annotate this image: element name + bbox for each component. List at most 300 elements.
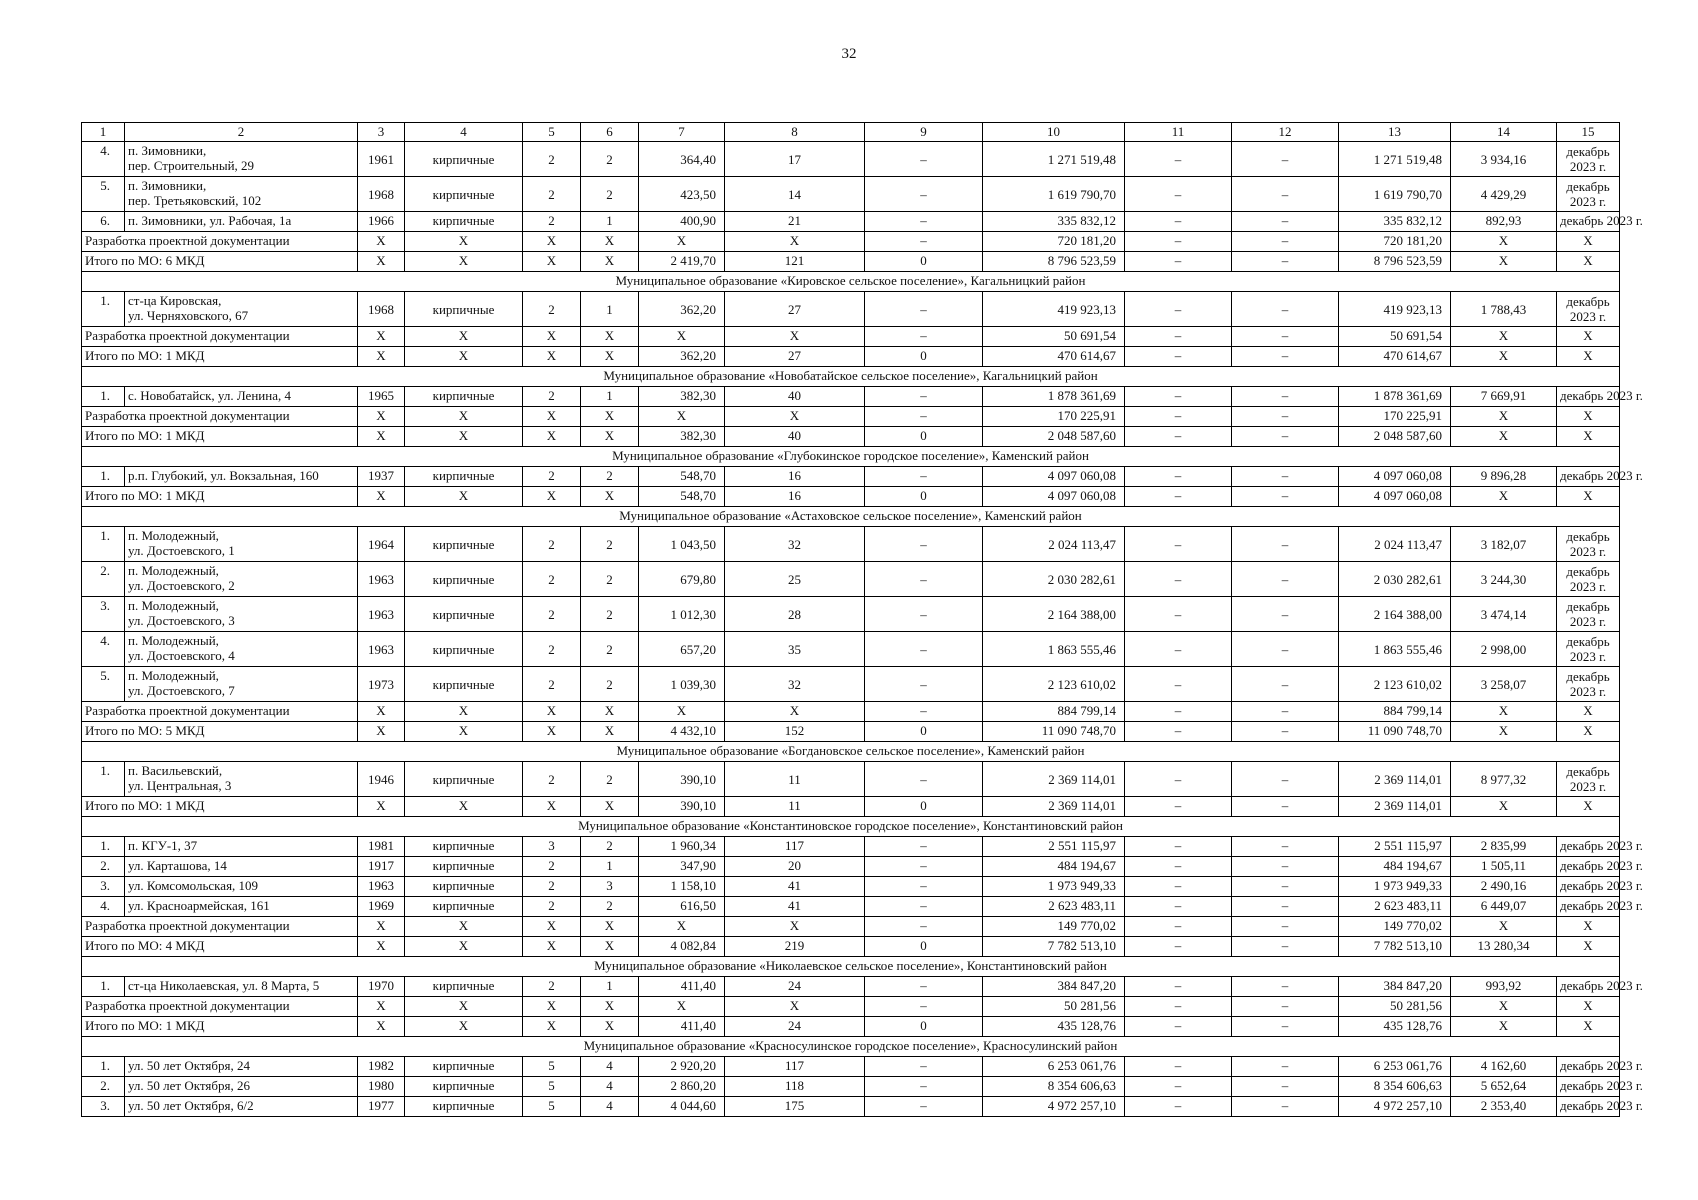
table-cell: 362,20 <box>639 347 725 367</box>
table-cell: X <box>523 347 581 367</box>
table-cell: X <box>725 702 865 722</box>
page-number: 32 <box>841 46 857 62</box>
table-cell: – <box>1125 177 1232 212</box>
row-number: 4. <box>82 142 125 177</box>
table-cell: X <box>1557 347 1620 367</box>
table-cell: кирпичные <box>405 142 523 177</box>
table-cell: 175 <box>725 1097 865 1117</box>
row-number: 4. <box>82 632 125 667</box>
table-cell: X <box>405 252 523 272</box>
column-number-row <box>82 123 1620 142</box>
table-cell: 2 <box>523 897 581 917</box>
table-cell: 16 <box>725 487 865 507</box>
table-cell: X <box>405 347 523 367</box>
column-number: 10 <box>983 123 1125 142</box>
table-cell: 2 <box>523 977 581 997</box>
table-cell: 4 082,84 <box>639 937 725 957</box>
table-cell: 1977 <box>358 1097 405 1117</box>
table-cell: – <box>1125 977 1232 997</box>
summary-label: Итого по МО: 6 МКД <box>82 252 358 272</box>
table-cell: X <box>1451 1017 1557 1037</box>
table-cell: X <box>639 997 725 1017</box>
table-cell: 149 770,02 <box>1339 917 1451 937</box>
table-cell: 2 <box>523 857 581 877</box>
column-number: 8 <box>725 123 865 142</box>
table-cell: – <box>865 467 983 487</box>
table-cell: 6 253 061,76 <box>1339 1057 1451 1077</box>
table-cell: 0 <box>865 937 983 957</box>
table-cell: 2 <box>581 142 639 177</box>
table-cell: – <box>1125 327 1232 347</box>
table-cell: 2 998,00 <box>1451 632 1557 667</box>
address-cell: п. Молодежный, ул. Достоевского, 4 <box>125 632 358 667</box>
table-cell: X <box>405 917 523 937</box>
address-cell: п. Молодежный, ул. Достоевского, 1 <box>125 527 358 562</box>
table-cell: 25 <box>725 562 865 597</box>
table-cell: – <box>1125 1077 1232 1097</box>
table-cell: – <box>865 1097 983 1117</box>
table-cell: – <box>1125 252 1232 272</box>
table-cell: декабрь 2023 г. <box>1557 212 1620 232</box>
table-cell: – <box>1232 797 1339 817</box>
table-cell: X <box>405 487 523 507</box>
table-cell: 13 280,34 <box>1451 937 1557 957</box>
table-cell: 41 <box>725 877 865 897</box>
capital-repair-table <box>81 122 1643 1117</box>
table-cell: – <box>1232 252 1339 272</box>
summary-row <box>82 917 1620 937</box>
section-row <box>82 817 1620 837</box>
table-cell: – <box>1125 347 1232 367</box>
summary-row <box>82 327 1620 347</box>
address-cell: п. Зимовники, пер. Третьяковский, 102 <box>125 177 358 212</box>
table-cell: 616,50 <box>639 897 725 917</box>
table-cell: 0 <box>865 797 983 817</box>
table-cell: декабрь 2023 г. <box>1557 857 1620 877</box>
table-row <box>82 762 1620 797</box>
table-cell: – <box>865 562 983 597</box>
table-cell: 1966 <box>358 212 405 232</box>
table-cell: – <box>1232 917 1339 937</box>
table-cell: X <box>1557 937 1620 957</box>
table-cell: X <box>725 997 865 1017</box>
summary-label: Итого по МО: 1 МКД <box>82 427 358 447</box>
summary-row <box>82 232 1620 252</box>
table-cell: X <box>1557 407 1620 427</box>
table-cell: X <box>1451 702 1557 722</box>
table-row <box>82 212 1620 232</box>
table-cell: X <box>639 917 725 937</box>
table-cell: X <box>523 937 581 957</box>
table-cell: X <box>358 797 405 817</box>
table-cell: – <box>1125 1057 1232 1077</box>
table-cell: 121 <box>725 252 865 272</box>
column-number: 12 <box>1232 123 1339 142</box>
table-cell: 892,93 <box>1451 212 1557 232</box>
table-cell: X <box>1557 722 1620 742</box>
table-cell: X <box>358 427 405 447</box>
table-cell: 993,92 <box>1451 977 1557 997</box>
address-cell: ст-ца Кировская, ул. Черняховского, 67 <box>125 292 358 327</box>
table-cell: 1963 <box>358 877 405 897</box>
table-cell: 17 <box>725 142 865 177</box>
column-number: 3 <box>358 123 405 142</box>
table-cell: – <box>865 857 983 877</box>
table-cell: 1 973 949,33 <box>1339 877 1451 897</box>
table-cell: – <box>1232 702 1339 722</box>
table-cell: X <box>405 997 523 1017</box>
table-cell: 50 281,56 <box>1339 997 1451 1017</box>
address-cell: п. Молодежный, ул. Достоевского, 3 <box>125 597 358 632</box>
table-cell: – <box>1232 857 1339 877</box>
table-row <box>82 877 1620 897</box>
table-cell: X <box>725 327 865 347</box>
table-cell: – <box>1232 997 1339 1017</box>
table-cell: – <box>1232 407 1339 427</box>
table-cell: 1968 <box>358 177 405 212</box>
table-cell: X <box>1451 722 1557 742</box>
table-cell: X <box>1557 1017 1620 1037</box>
table-cell: декабрь 2023 г. <box>1557 467 1620 487</box>
table-cell: X <box>405 1017 523 1037</box>
column-number: 7 <box>639 123 725 142</box>
table-cell: 484 194,67 <box>1339 857 1451 877</box>
table-cell: X <box>725 232 865 252</box>
table-cell: декабрь 2023 г. <box>1557 292 1620 327</box>
table-cell: – <box>865 877 983 897</box>
table-cell: X <box>581 722 639 742</box>
table-row <box>82 142 1620 177</box>
table-cell: 170 225,91 <box>1339 407 1451 427</box>
table-cell: 657,20 <box>639 632 725 667</box>
table-cell: X <box>405 722 523 742</box>
table-cell: – <box>1125 667 1232 702</box>
table-cell: 14 <box>725 177 865 212</box>
table-row <box>82 292 1620 327</box>
summary-label: Итого по МО: 4 МКД <box>82 937 358 957</box>
table-row <box>82 1057 1620 1077</box>
table-cell: 2 048 587,60 <box>1339 427 1451 447</box>
table-cell: – <box>1232 467 1339 487</box>
section-row <box>82 507 1620 527</box>
table-cell: X <box>639 702 725 722</box>
table-cell: X <box>523 797 581 817</box>
table-cell: X <box>581 347 639 367</box>
table-cell: 419 923,13 <box>1339 292 1451 327</box>
table-cell: – <box>1125 632 1232 667</box>
table-cell: 4 162,60 <box>1451 1057 1557 1077</box>
table-cell: 1 271 519,48 <box>1339 142 1451 177</box>
table-cell: 24 <box>725 977 865 997</box>
table-cell: – <box>1125 837 1232 857</box>
table-cell: X <box>581 937 639 957</box>
table-cell: 435 128,76 <box>983 1017 1125 1037</box>
table-cell: X <box>523 997 581 1017</box>
table-cell: 1 878 361,69 <box>1339 387 1451 407</box>
table-cell: X <box>523 722 581 742</box>
table-cell: декабрь 2023 г. <box>1557 897 1620 917</box>
column-number: 4 <box>405 123 523 142</box>
address-cell: ул. Красноармейская, 161 <box>125 897 358 917</box>
table-cell: X <box>358 1017 405 1037</box>
table-cell: X <box>1557 997 1620 1017</box>
table-cell: – <box>1232 527 1339 562</box>
column-number: 1 <box>82 123 125 142</box>
table-cell: X <box>358 997 405 1017</box>
table-cell: 1917 <box>358 857 405 877</box>
table-cell: – <box>865 177 983 212</box>
table-cell: 4 044,60 <box>639 1097 725 1117</box>
table-cell: 2 <box>581 837 639 857</box>
table-cell: X <box>581 997 639 1017</box>
table-cell: 11 090 748,70 <box>983 722 1125 742</box>
table-cell: X <box>1451 917 1557 937</box>
table-cell: 1 <box>581 292 639 327</box>
table-cell: X <box>405 407 523 427</box>
table-cell: X <box>581 327 639 347</box>
table-cell: 1946 <box>358 762 405 797</box>
table-cell: 2 <box>581 467 639 487</box>
table-cell: 335 832,12 <box>983 212 1125 232</box>
table-cell: 1937 <box>358 467 405 487</box>
table-cell: X <box>405 327 523 347</box>
table-cell: 411,40 <box>639 1017 725 1037</box>
table-cell: 170 225,91 <box>983 407 1125 427</box>
summary-row <box>82 407 1620 427</box>
table-cell: – <box>865 387 983 407</box>
table-cell: 2 835,99 <box>1451 837 1557 857</box>
table-cell: 1965 <box>358 387 405 407</box>
table-cell: – <box>1125 702 1232 722</box>
table-cell: 1 043,50 <box>639 527 725 562</box>
column-number: 5 <box>523 123 581 142</box>
table-cell: 2 <box>523 762 581 797</box>
table-cell: – <box>1125 562 1232 597</box>
address-cell: п. Зимовники, пер. Строительный, 29 <box>125 142 358 177</box>
table-cell: 2 024 113,47 <box>983 527 1125 562</box>
table-cell: 9 896,28 <box>1451 467 1557 487</box>
section-row <box>82 272 1620 292</box>
table-cell: 2 369 114,01 <box>1339 797 1451 817</box>
table-cell: 382,30 <box>639 427 725 447</box>
table-cell: X <box>1557 252 1620 272</box>
table-cell: 5 652,64 <box>1451 1077 1557 1097</box>
table-cell: 8 354 606,63 <box>983 1077 1125 1097</box>
table-cell: – <box>1125 387 1232 407</box>
table-cell: – <box>865 702 983 722</box>
table-cell: 384 847,20 <box>983 977 1125 997</box>
table-cell: – <box>1232 1077 1339 1097</box>
table-cell: 2 <box>523 667 581 702</box>
table-cell: X <box>358 407 405 427</box>
table-cell: 411,40 <box>639 977 725 997</box>
table-cell: 2 <box>523 387 581 407</box>
table-cell: – <box>1232 427 1339 447</box>
table-cell: X <box>1451 347 1557 367</box>
row-number: 1. <box>82 527 125 562</box>
row-number: 3. <box>82 877 125 897</box>
table-cell: 0 <box>865 487 983 507</box>
summary-row <box>82 997 1620 1017</box>
table-cell: X <box>405 427 523 447</box>
table-cell: X <box>358 327 405 347</box>
row-number: 1. <box>82 977 125 997</box>
table-cell: кирпичные <box>405 387 523 407</box>
summary-label: Разработка проектной документации <box>82 407 358 427</box>
table-cell: 8 354 606,63 <box>1339 1077 1451 1097</box>
table-row <box>82 387 1620 407</box>
table-cell: 1 158,10 <box>639 877 725 897</box>
table-cell: кирпичные <box>405 562 523 597</box>
table-cell: 1964 <box>358 527 405 562</box>
table-cell: – <box>1125 212 1232 232</box>
table-cell: – <box>1125 232 1232 252</box>
table-cell: 3 <box>581 877 639 897</box>
table-cell: 2 048 587,60 <box>983 427 1125 447</box>
table-cell: X <box>581 1017 639 1037</box>
table-cell: декабрь 2023 г. <box>1557 632 1620 667</box>
table-cell: 6 449,07 <box>1451 897 1557 917</box>
table-cell: 3 <box>523 837 581 857</box>
table-cell: 4 972 257,10 <box>1339 1097 1451 1117</box>
row-number: 1. <box>82 837 125 857</box>
address-cell: ст-ца Николаевская, ул. 8 Марта, 5 <box>125 977 358 997</box>
table-cell: 2 <box>523 562 581 597</box>
table-cell: 1963 <box>358 632 405 667</box>
table-row <box>82 837 1620 857</box>
section-row <box>82 367 1620 387</box>
table-cell: – <box>1232 1017 1339 1037</box>
table-cell: – <box>865 997 983 1017</box>
table-cell: X <box>581 917 639 937</box>
table-cell: 470 614,67 <box>1339 347 1451 367</box>
summary-row <box>82 487 1620 507</box>
table-cell: – <box>1232 292 1339 327</box>
table-cell: – <box>1232 1057 1339 1077</box>
table-cell: – <box>1125 407 1232 427</box>
table-cell: 2 <box>581 897 639 917</box>
table-cell: – <box>1232 177 1339 212</box>
table-cell: 50 691,54 <box>983 327 1125 347</box>
table-cell: кирпичные <box>405 1057 523 1077</box>
table-cell: – <box>1232 977 1339 997</box>
section-row <box>82 1037 1620 1057</box>
table-cell: 484 194,67 <box>983 857 1125 877</box>
table-cell: X <box>358 232 405 252</box>
table-cell: декабрь 2023 г. <box>1557 387 1620 407</box>
table-cell: 4 432,10 <box>639 722 725 742</box>
table-row <box>82 632 1620 667</box>
table-cell: – <box>865 597 983 632</box>
table-cell: 1 619 790,70 <box>983 177 1125 212</box>
summary-row <box>82 797 1620 817</box>
table-cell: – <box>1232 897 1339 917</box>
table-cell: 32 <box>725 527 865 562</box>
table-cell: 8 796 523,59 <box>1339 252 1451 272</box>
table-cell: 4 097 060,08 <box>983 467 1125 487</box>
table-cell: 1980 <box>358 1077 405 1097</box>
table-cell: 11 <box>725 762 865 797</box>
summary-row <box>82 937 1620 957</box>
address-cell: ул. Карташова, 14 <box>125 857 358 877</box>
column-number: 13 <box>1339 123 1451 142</box>
table-cell: 4 972 257,10 <box>983 1097 1125 1117</box>
table-cell: – <box>865 142 983 177</box>
table-row <box>82 667 1620 702</box>
summary-row <box>82 722 1620 742</box>
table-cell: декабрь 2023 г. <box>1557 562 1620 597</box>
table-cell: 2 <box>523 527 581 562</box>
table-cell: 4 097 060,08 <box>1339 467 1451 487</box>
table-cell: 335 832,12 <box>1339 212 1451 232</box>
table-cell: 117 <box>725 1057 865 1077</box>
column-number: 9 <box>865 123 983 142</box>
table-cell: декабрь 2023 г. <box>1557 527 1620 562</box>
table-cell: 2 164 388,00 <box>983 597 1125 632</box>
table-cell: 2 164 388,00 <box>1339 597 1451 632</box>
table-cell: декабрь 2023 г. <box>1557 977 1620 997</box>
table-cell: 2 551 115,97 <box>983 837 1125 857</box>
table-cell: – <box>1125 1097 1232 1117</box>
table-cell: 382,30 <box>639 387 725 407</box>
table-cell: – <box>1232 632 1339 667</box>
table-row <box>82 1097 1620 1117</box>
table-cell: 27 <box>725 292 865 327</box>
section-row <box>82 742 1620 762</box>
table-cell: – <box>865 327 983 347</box>
table-cell: 2 419,70 <box>639 252 725 272</box>
table-cell: – <box>865 837 983 857</box>
table-cell: – <box>865 762 983 797</box>
table-cell: X <box>358 917 405 937</box>
table-cell: 2 030 282,61 <box>983 562 1125 597</box>
table-cell: 1 863 555,46 <box>983 632 1125 667</box>
row-number: 1. <box>82 1057 125 1077</box>
municipality-heading: Муниципальное образование «Николаевское сельское поселение», Константиновский район <box>82 957 1620 977</box>
table-cell: 1 <box>581 212 639 232</box>
table-cell: 11 <box>725 797 865 817</box>
table-cell: X <box>725 917 865 937</box>
summary-label: Разработка проектной документации <box>82 997 358 1017</box>
table-cell: – <box>1125 917 1232 937</box>
table-cell: X <box>405 232 523 252</box>
table-cell: 720 181,20 <box>983 232 1125 252</box>
table-cell: – <box>1232 762 1339 797</box>
table-row <box>82 857 1620 877</box>
summary-label: Разработка проектной документации <box>82 702 358 722</box>
table-cell: 1 271 519,48 <box>983 142 1125 177</box>
table-cell: 3 934,16 <box>1451 142 1557 177</box>
table-cell: 2 369 114,01 <box>1339 762 1451 797</box>
table-cell: кирпичные <box>405 177 523 212</box>
table-cell: X <box>1557 327 1620 347</box>
table-cell: 50 281,56 <box>983 997 1125 1017</box>
table-cell: 2 369 114,01 <box>983 797 1125 817</box>
table-cell: 2 <box>523 877 581 897</box>
table-cell: X <box>1451 487 1557 507</box>
summary-label: Разработка проектной документации <box>82 232 358 252</box>
table-cell: X <box>581 232 639 252</box>
table-cell: 2 369 114,01 <box>983 762 1125 797</box>
table-row <box>82 527 1620 562</box>
table-cell: – <box>1232 877 1339 897</box>
table-cell: X <box>523 917 581 937</box>
table-cell: – <box>1125 797 1232 817</box>
table-cell: 4 <box>581 1097 639 1117</box>
table-cell: – <box>1125 897 1232 917</box>
table-cell: – <box>865 527 983 562</box>
table-cell: кирпичные <box>405 897 523 917</box>
